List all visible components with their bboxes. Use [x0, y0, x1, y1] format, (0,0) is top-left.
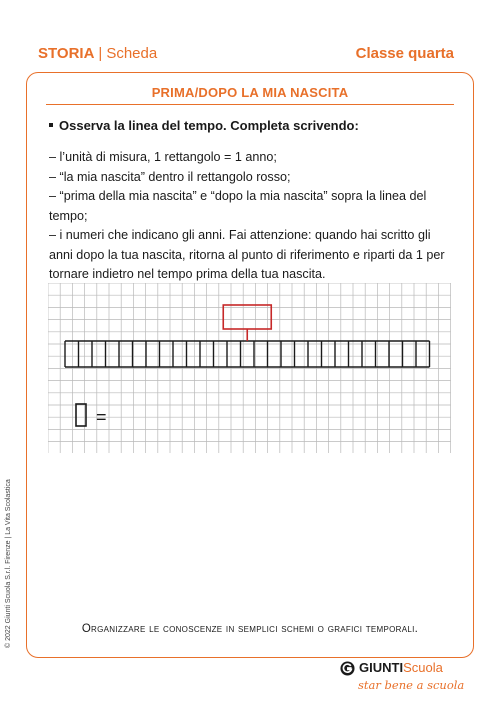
- copyright-notice: © 2022 Giunti Scuola S.r.l. Firenze | La Vita Scolastica: [5, 479, 12, 648]
- title-rule: [46, 104, 454, 105]
- birth-box[interactable]: [223, 305, 271, 341]
- subject-label: STORIA: [38, 45, 95, 62]
- instruction: [49, 118, 359, 133]
- instruction-line: tempo;: [49, 208, 88, 223]
- worksheet-title: PRIMA/DOPO LA MIA NASCITA: [151, 85, 349, 100]
- unit-equals: =: [96, 407, 107, 427]
- grid-lines: [48, 283, 451, 453]
- instruction-line: – l’unità di misura, 1 rettangolo = 1 anno;: [49, 150, 277, 164]
- instruction-line: – “prima della mia nascita” e “dopo la mia nascita” sopra la linea del: [49, 189, 427, 203]
- bullet-icon: [49, 123, 53, 127]
- birth-box-rect[interactable]: [223, 305, 271, 329]
- timeline-grid: [48, 283, 452, 453]
- logo-brand: GIUNTI: [359, 660, 404, 675]
- giunti-logo-icon: [340, 661, 355, 676]
- timeline-bars: [65, 341, 430, 367]
- instruction-line: – i numeri che indicano gli anni. Fai attenzione: quando hai scritto gli: [49, 228, 431, 242]
- header-left: [38, 45, 157, 62]
- timeline-svg: [48, 283, 452, 453]
- instructions-list: [49, 148, 459, 285]
- worksheet-kind: Scheda: [106, 45, 158, 62]
- instruction-text: Osserva la linea del tempo. Completa scrivendo:: [59, 118, 359, 133]
- unit-legend: [76, 404, 107, 427]
- learning-goal: Organizzare le conoscenze in semplici schemi o grafici temporali.: [81, 623, 419, 635]
- logo-tagline: star bene a scuola: [358, 678, 465, 692]
- logo-brand-scuola: Scuola: [403, 660, 443, 675]
- grade-label: Classe quarta: [355, 45, 454, 62]
- instruction-line: tornare indietro nel tempo prima della tua nascita.: [49, 267, 326, 281]
- instruction-line: – “la mia nascita” dentro il rettangolo rosso;: [49, 169, 291, 184]
- instruction-line: anni dopo la tua nascita, ritorna al punto di riferimento e riparti da 1 per: [49, 247, 445, 262]
- publisher-logo: [340, 660, 465, 700]
- header-separator: |: [98, 45, 103, 62]
